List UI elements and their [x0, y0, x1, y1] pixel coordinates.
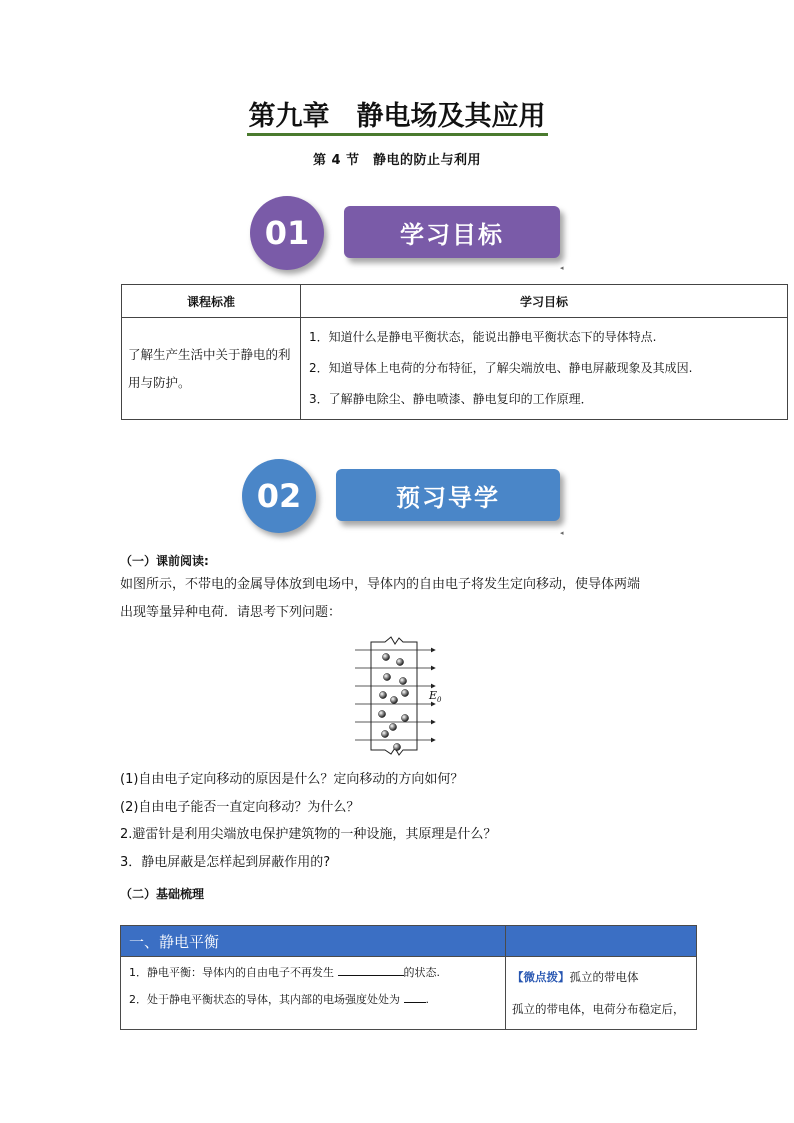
question-item: (1)自由电子定向移动的原因是什么？定向移动的方向如何？ [120, 772, 464, 787]
goal-item: 3．了解静电除尘、静电喷漆、静电复印的工作原理． [309, 392, 593, 406]
paragraph-line: 如图所示，不带电的金属导体放到电场中，导体内的自由电子将发生定向移动，使导体两端 [120, 577, 641, 592]
basics-line: 2．处于静电平衡状态的导体，其内部的电场强度处处为 . [129, 993, 429, 1006]
basics-content-cell [121, 957, 506, 1030]
paragraph-line: 出现等量异种电荷．请思考下列问题： [120, 605, 342, 620]
conductor-field-figure [355, 634, 445, 756]
basics-line: 1．静电平衡：导体内的自由电子不再发生 的状态. [129, 966, 440, 979]
banner-preview-guide [242, 455, 572, 539]
fill-blank[interactable] [338, 964, 404, 976]
course-standard-cell: 了解生产生活中关于静电的利用与防护。 [122, 318, 301, 420]
banner-number-circle: 02 [242, 459, 316, 533]
tip-cell [506, 957, 697, 1030]
tip-line: 【微点拨】孤立的带电体 [512, 970, 639, 984]
goal-item: 2．知道导体上电荷的分布特征，了解尖端放电、静电屏蔽现象及其成因. [309, 361, 693, 375]
field-label: $E_0$ [429, 689, 442, 705]
table-row [122, 318, 788, 420]
question-item: 2.避雷针是利用尖端放电保护建筑物的一种设施，其原理是什么？ [120, 827, 497, 842]
banner-label: 学习目标 [344, 206, 560, 258]
tick-mark: ◂ [560, 264, 564, 272]
table-header-row [122, 285, 788, 318]
banner-learning-goals [250, 192, 580, 276]
reading-heading: （一）课前阅读: [120, 554, 209, 568]
goal-item: 1．知道什么是静电平衡状态，能说出静电平衡状态下的导体特点. [309, 330, 657, 344]
basics-section-header: 一、静电平衡 [121, 926, 506, 957]
reading-paragraph [120, 571, 760, 627]
fill-blank[interactable] [404, 991, 426, 1003]
banner-number-circle: 01 [250, 196, 324, 270]
basics-table [120, 925, 697, 1030]
col-header-goals: 学习目标 [301, 285, 788, 318]
section-title: 第 4 节 静电的防止与利用 [312, 153, 482, 168]
col-header-standard: 课程标准 [122, 285, 301, 318]
basics-heading: （二）基础梳理 [120, 887, 205, 901]
basics-header-row [121, 926, 697, 957]
tick-mark: ◂ [560, 529, 564, 537]
basics-header-side [506, 926, 697, 957]
question-item: (2)自由电子能否一直定向移动？为什么？ [120, 800, 360, 815]
chapter-title: 第九章 静电场及其应用 [0, 94, 794, 133]
learning-goals-cell [301, 318, 788, 420]
goals-table [121, 284, 788, 420]
table-row [121, 957, 697, 1030]
tip-line: 孤立的带电体，电荷分布稳定后， [512, 1002, 685, 1016]
banner-label: 预习导学 [336, 469, 560, 521]
question-item: 3．静电屏蔽是怎样起到屏蔽作用的? [120, 855, 331, 870]
